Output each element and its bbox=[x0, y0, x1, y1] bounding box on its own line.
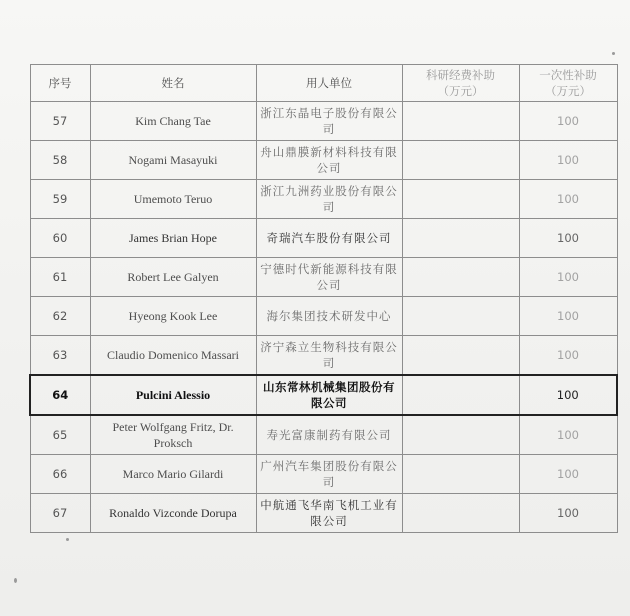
cell-org: 宁德时代新能源科技有限公司 bbox=[256, 258, 402, 297]
header-once-subsidy bbox=[519, 65, 617, 102]
cell-org: 广州汽车集团股份有限公司 bbox=[256, 455, 402, 494]
cell-name: Pulcini Alessio bbox=[90, 375, 256, 415]
scan-speck bbox=[66, 538, 69, 541]
cell-org: 海尔集团技术研发中心 bbox=[256, 297, 402, 336]
cell-name: Claudio Domenico Massari bbox=[90, 336, 256, 376]
table-row bbox=[30, 180, 617, 219]
table-row bbox=[30, 258, 617, 297]
cell-once-subsidy: 100 bbox=[519, 336, 617, 376]
table-row bbox=[30, 219, 617, 258]
cell-once-subsidy: 100 bbox=[519, 219, 617, 258]
cell-once-subsidy: 100 bbox=[519, 375, 617, 415]
cell-research-subsidy bbox=[402, 297, 519, 336]
cell-no: 59 bbox=[30, 180, 90, 219]
cell-research-subsidy bbox=[402, 415, 519, 455]
cell-no: 67 bbox=[30, 494, 90, 533]
table-row bbox=[30, 297, 617, 336]
cell-once-subsidy: 100 bbox=[519, 297, 617, 336]
header-once-line1: 一次性补助 bbox=[539, 68, 597, 82]
cell-name: Peter Wolfgang Fritz, Dr. Proksch bbox=[90, 415, 256, 455]
cell-name: Umemoto Teruo bbox=[90, 180, 256, 219]
cell-no: 60 bbox=[30, 219, 90, 258]
cell-no: 61 bbox=[30, 258, 90, 297]
cell-name: Nogami Masayuki bbox=[90, 141, 256, 180]
cell-no: 65 bbox=[30, 415, 90, 455]
table-row bbox=[30, 336, 617, 376]
scan-speck bbox=[14, 578, 17, 583]
cell-org: 奇瑞汽车股份有限公司 bbox=[256, 219, 402, 258]
table-header-row bbox=[30, 65, 617, 102]
cell-once-subsidy: 100 bbox=[519, 141, 617, 180]
cell-org: 寿光富康制药有限公司 bbox=[256, 415, 402, 455]
cell-name: Ronaldo Vizconde Dorupa bbox=[90, 494, 256, 533]
cell-org: 舟山鼎膜新材料科技有限公司 bbox=[256, 141, 402, 180]
header-name: 姓名 bbox=[90, 65, 256, 102]
cell-research-subsidy bbox=[402, 494, 519, 533]
cell-org: 中航通飞华南飞机工业有限公司 bbox=[256, 494, 402, 533]
scan-speck bbox=[612, 52, 615, 55]
cell-no: 63 bbox=[30, 336, 90, 376]
cell-no: 62 bbox=[30, 297, 90, 336]
header-research-line1: 科研经费补助 bbox=[426, 68, 495, 82]
cell-no: 64 bbox=[30, 375, 90, 415]
cell-once-subsidy: 100 bbox=[519, 415, 617, 455]
cell-name: James Brian Hope bbox=[90, 219, 256, 258]
cell-research-subsidy bbox=[402, 180, 519, 219]
cell-research-subsidy bbox=[402, 336, 519, 376]
cell-research-subsidy bbox=[402, 141, 519, 180]
cell-org: 山东常林机械集团股份有限公司 bbox=[256, 375, 402, 415]
cell-once-subsidy: 100 bbox=[519, 180, 617, 219]
table-row-highlighted bbox=[30, 375, 617, 415]
table-row bbox=[30, 102, 617, 141]
cell-no: 57 bbox=[30, 102, 90, 141]
cell-once-subsidy: 100 bbox=[519, 455, 617, 494]
cell-name: Kim Chang Tae bbox=[90, 102, 256, 141]
cell-once-subsidy: 100 bbox=[519, 494, 617, 533]
cell-org: 浙江九洲药业股份有限公司 bbox=[256, 180, 402, 219]
cell-research-subsidy bbox=[402, 455, 519, 494]
cell-name: Robert Lee Galyen bbox=[90, 258, 256, 297]
cell-once-subsidy: 100 bbox=[519, 258, 617, 297]
subsidy-table bbox=[29, 64, 618, 533]
cell-org: 浙江东晶电子股份有限公司 bbox=[256, 102, 402, 141]
table-row bbox=[30, 415, 617, 455]
cell-name: Hyeong Kook Lee bbox=[90, 297, 256, 336]
header-org: 用人单位 bbox=[256, 65, 402, 102]
header-no: 序号 bbox=[30, 65, 90, 102]
cell-org: 济宁森立生物科技有限公司 bbox=[256, 336, 402, 376]
cell-research-subsidy bbox=[402, 375, 519, 415]
header-research-subsidy bbox=[402, 65, 519, 102]
cell-research-subsidy bbox=[402, 219, 519, 258]
table-row bbox=[30, 141, 617, 180]
cell-research-subsidy bbox=[402, 102, 519, 141]
header-once-line2: （万元） bbox=[545, 84, 591, 98]
cell-name: Marco Mario Gilardi bbox=[90, 455, 256, 494]
table-row bbox=[30, 494, 617, 533]
cell-once-subsidy: 100 bbox=[519, 102, 617, 141]
cell-no: 66 bbox=[30, 455, 90, 494]
cell-research-subsidy bbox=[402, 258, 519, 297]
table-row bbox=[30, 455, 617, 494]
header-research-line2: （万元） bbox=[437, 84, 484, 98]
cell-no: 58 bbox=[30, 141, 90, 180]
